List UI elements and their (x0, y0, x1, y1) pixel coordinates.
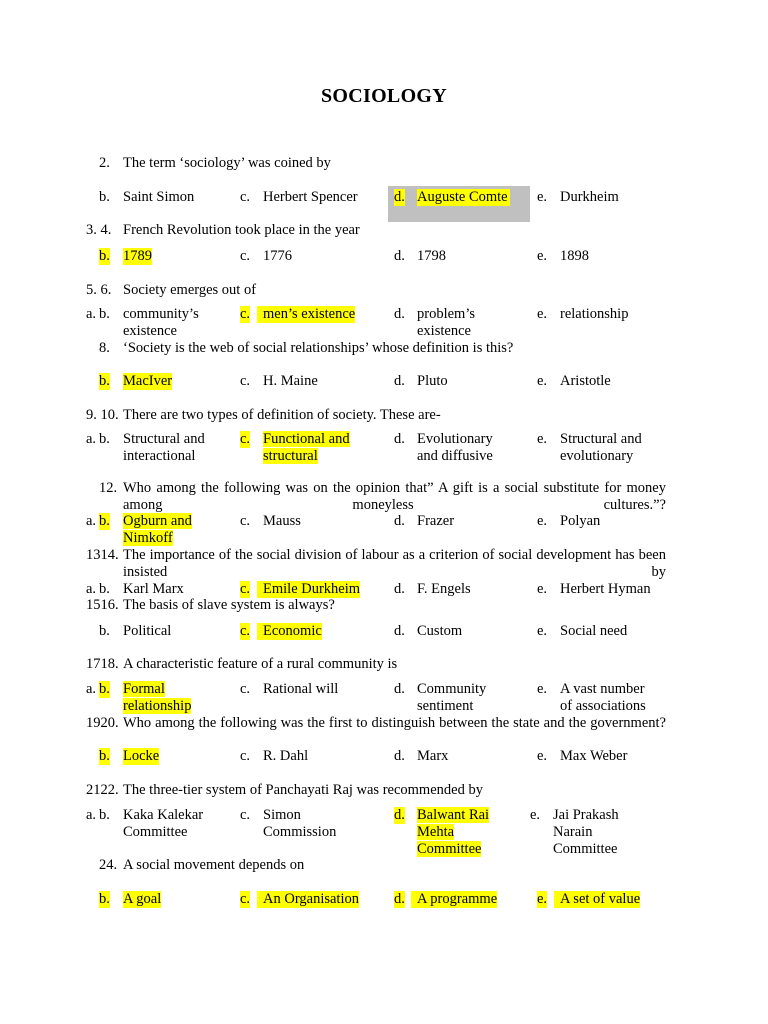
option-text-correct: Emile Durkheim (257, 581, 360, 598)
option-text: Political (123, 623, 172, 639)
option-letter: e. (537, 581, 548, 597)
option-letter-correct: b. (99, 248, 110, 264)
option-letter: c. (240, 189, 251, 205)
option-letter-correct: d. (394, 891, 405, 907)
option-text: Mauss (263, 513, 301, 529)
option-text-correct (123, 681, 203, 715)
option-letter: e. (537, 681, 548, 697)
question-number: 2122. (86, 782, 119, 798)
question-number: 1920. (86, 715, 119, 731)
option-text-correct (123, 513, 203, 547)
question-number: 1314. (86, 547, 119, 563)
option-text: Pluto (417, 373, 448, 389)
option-letter-correct: c. (240, 431, 251, 447)
question-text: A social movement depends on (123, 857, 305, 873)
option-letter-correct: b. (99, 681, 110, 697)
option-text: F. Engels (417, 581, 471, 597)
option-text-correct: An Organisation (257, 891, 359, 908)
option-text: 1898 (560, 248, 589, 264)
option-letter: d. (394, 623, 405, 639)
option-text: Structural and evolutionary (560, 431, 642, 464)
option-text: problem’s existence (417, 306, 475, 339)
option-letter: b. (99, 189, 110, 205)
option-prefix: a. (86, 431, 97, 447)
question-text: The basis of slave system is always? (123, 597, 335, 613)
option-text: Durkheim (560, 189, 619, 205)
question-number: 5. 6. (86, 282, 112, 298)
option-text: relationship (560, 306, 629, 322)
question-number: 3. 4. (86, 222, 112, 238)
option-text-correct: Economic (257, 623, 322, 640)
option-letter: b. (99, 807, 110, 823)
option-letter: d. (394, 513, 405, 529)
option-text-correct: A programme (411, 891, 497, 908)
option-text: Saint Simon (123, 189, 195, 205)
option-letter: c. (240, 513, 251, 529)
option-letter: b. (99, 431, 110, 447)
question-text: Society emerges out of (123, 282, 257, 298)
option-text: Frazer (417, 513, 455, 529)
option-letter-correct: b. (99, 513, 110, 529)
question-text: The three-tier system of Panchayati Raj was recommended by (123, 782, 483, 798)
option-letter: b. (99, 306, 110, 322)
option-text: Simon Commission (263, 807, 337, 840)
option-letter: c. (240, 248, 251, 264)
option-text: Marx (417, 748, 449, 764)
option-text-correct: 1789 (123, 248, 152, 264)
question-number: 8. (99, 340, 110, 356)
question-text: The importance of the social division of labour as a criterion of social development has been insisted by (123, 547, 666, 580)
option-letter-correct: c. (240, 891, 251, 907)
option-text: 1798 (417, 248, 446, 264)
option-text: Evolutionary and diffusive (417, 431, 493, 464)
option-letter: e. (537, 189, 548, 205)
option-text-correct-label: Functional and structural (263, 431, 350, 464)
option-text: Herbert Hyman (560, 581, 651, 597)
option-text-correct: Auguste Comte (417, 189, 508, 205)
option-text: Aristotle (560, 373, 611, 389)
option-letter-correct: e. (537, 891, 548, 907)
option-text-correct (263, 431, 368, 465)
option-letter: d. (394, 248, 405, 264)
option-prefix: a. (86, 807, 97, 823)
option-text: Kaka Kalekar Committee (123, 807, 204, 840)
option-text: Jai Prakash Narain Committee (553, 807, 619, 857)
question-text: There are two types of definition of society. These are- (123, 407, 441, 423)
option-letter: c. (240, 373, 251, 389)
question-text: A characteristic feature of a rural community is (123, 656, 398, 672)
option-text-correct: men’s existence (257, 306, 355, 323)
question-text: Who among the following was the first to distinguish between the state and the government? (123, 715, 666, 731)
option-letter: c. (240, 807, 251, 823)
option-letter: d. (394, 373, 405, 389)
option-letter-correct: b. (99, 891, 110, 907)
question-number: 1516. (86, 597, 119, 613)
option-letter-correct: c. (240, 306, 251, 322)
question-text: ‘Society is the web of social relationships’ whose definition is this? (123, 340, 514, 356)
option-letter: d. (394, 681, 405, 697)
option-letter: b. (99, 623, 110, 639)
option-text-correct-label: Formal relationship (123, 681, 192, 714)
question-text: The term ‘sociology’ was coined by (123, 155, 331, 171)
option-letter: d. (394, 748, 405, 764)
option-letter: d. (394, 306, 405, 322)
option-letter-correct: d. (394, 807, 405, 823)
question-text: Who among the following was on the opinion that” A gift is a social substitute for money among moneyless cultures.”? (123, 480, 666, 513)
option-text-correct (417, 807, 499, 858)
option-letter-correct: c. (240, 581, 251, 597)
option-letter-correct: b. (99, 748, 110, 764)
option-letter-correct: c. (240, 623, 251, 639)
option-text-correct: A goal (123, 891, 162, 907)
option-letter-correct: b. (99, 373, 110, 389)
option-letter: e. (537, 373, 548, 389)
option-text-correct: A set of value (554, 891, 640, 908)
option-prefix: a. (86, 581, 97, 597)
option-text: Custom (417, 623, 463, 639)
question-number: 1718. (86, 656, 119, 672)
option-text-correct-label: Balwant Rai Mehta Committee (417, 807, 490, 857)
option-text: Polyan (560, 513, 601, 529)
option-text: Structural and interactional (123, 431, 205, 464)
option-letter: e. (537, 748, 548, 764)
option-text: Rational will (263, 681, 339, 697)
option-text: 1776 (263, 248, 292, 264)
option-letter: c. (240, 681, 251, 697)
option-text: Max Weber (560, 748, 628, 764)
question-number: 24. (99, 857, 118, 873)
option-letter: c. (240, 748, 251, 764)
page-title: SOCIOLOGY (320, 85, 448, 107)
option-letter: d. (394, 581, 405, 597)
option-text-correct-label: Ogburn and Nimkoff (123, 513, 192, 546)
option-letter-correct: d. (394, 189, 405, 205)
option-letter: e. (537, 431, 548, 447)
option-prefix: a. (86, 681, 97, 697)
option-letter: e. (530, 807, 541, 823)
option-text: community’s existence (123, 306, 199, 339)
option-letter: b. (99, 581, 110, 597)
option-letter: d. (394, 431, 405, 447)
option-text: Social need (560, 623, 628, 639)
option-prefix: a. (86, 306, 97, 322)
question-number: 12. (99, 480, 118, 496)
option-text: Community sentiment (417, 681, 487, 714)
option-prefix: a. (86, 513, 97, 529)
option-text: Herbert Spencer (263, 189, 358, 205)
option-text: H. Maine (263, 373, 318, 389)
question-number: 2. (99, 155, 110, 171)
option-text: A vast number of associations (560, 681, 646, 714)
option-text: R. Dahl (263, 748, 309, 764)
question-number: 9. 10. (86, 407, 119, 423)
option-letter: e. (537, 248, 548, 264)
option-letter: e. (537, 513, 548, 529)
option-text-correct: MacIver (123, 373, 173, 389)
option-letter: e. (537, 623, 548, 639)
option-text-correct: Locke (123, 748, 160, 764)
option-text: Karl Marx (123, 581, 184, 597)
question-text: French Revolution took place in the year (123, 222, 360, 238)
option-letter: e. (537, 306, 548, 322)
